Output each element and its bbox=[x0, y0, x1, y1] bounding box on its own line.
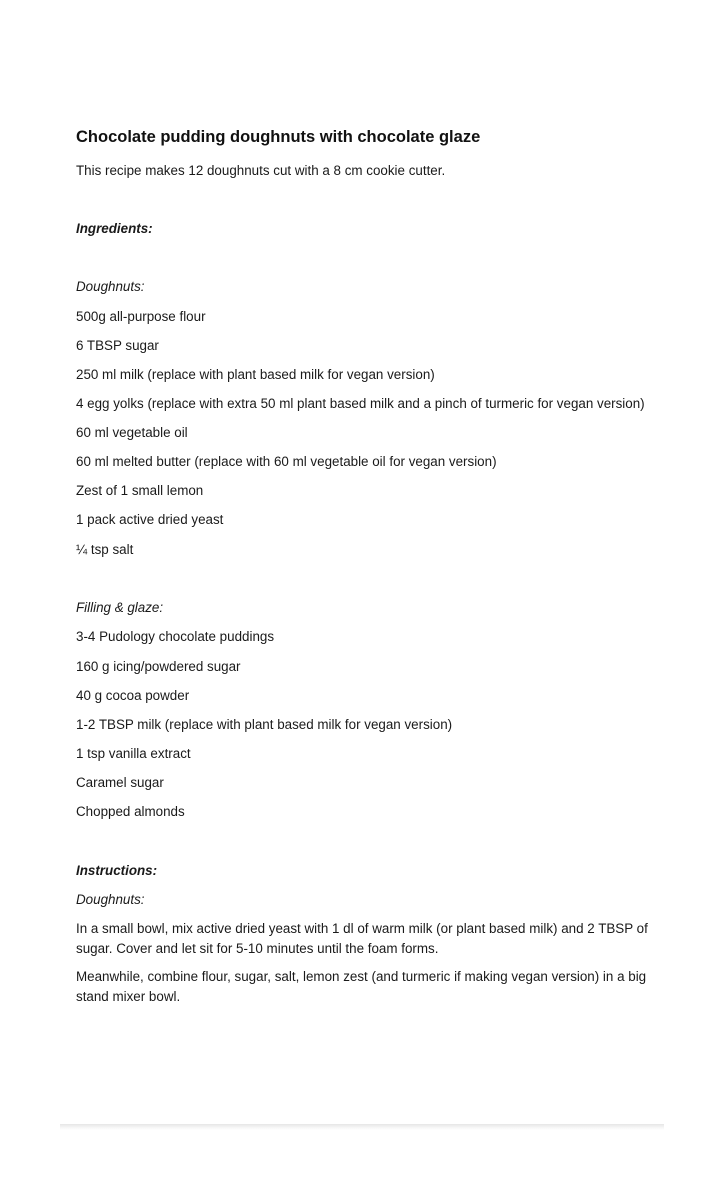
page-bottom-edge bbox=[60, 1124, 664, 1130]
filling-subheading: Filling & glaze: bbox=[76, 600, 164, 615]
list-item: 250 ml milk (replace with plant based milk for vegan version) bbox=[76, 367, 435, 382]
list-item: 500g all-purpose flour bbox=[76, 309, 206, 324]
list-item: 1-2 TBSP milk (replace with plant based milk for vegan version) bbox=[76, 717, 453, 732]
doughnuts-subheading: Doughnuts: bbox=[76, 279, 145, 294]
list-item: 160 g icing/powdered sugar bbox=[76, 659, 241, 674]
list-item: 6 TBSP sugar bbox=[76, 338, 159, 353]
instruction-paragraph: In a small bowl, mix active dried yeast with 1 dl of warm milk (or plant based milk) and 2 TBSP of sugar. Cover and let sit for 5-10 minutes until the foam forms. bbox=[76, 921, 648, 956]
list-item: Caramel sugar bbox=[76, 775, 164, 790]
instructions-heading: Instructions: bbox=[76, 863, 158, 878]
recipe-intro: This recipe makes 12 doughnuts cut with a 8 cm cookie cutter. bbox=[76, 163, 446, 178]
instruction-paragraph: Meanwhile, combine flour, sugar, salt, lemon zest (and turmeric if making vegan version) in a big stand mixer bowl. bbox=[76, 969, 647, 1004]
list-item: 4 egg yolks (replace with extra 50 ml plant based milk and a pinch of turmeric for vegan version) bbox=[76, 396, 645, 411]
list-item: 40 g cocoa powder bbox=[76, 688, 190, 703]
list-item: 60 ml melted butter (replace with 60 ml vegetable oil for vegan version) bbox=[76, 454, 497, 469]
list-item: 1 tsp vanilla extract bbox=[76, 746, 191, 761]
list-item: Chopped almonds bbox=[76, 804, 185, 819]
ingredients-heading: Ingredients: bbox=[76, 221, 153, 236]
list-item: 1 pack active dried yeast bbox=[76, 512, 224, 527]
recipe-title: Chocolate pudding doughnuts with chocolate glaze bbox=[76, 128, 481, 146]
list-item: ¼ tsp salt bbox=[76, 542, 134, 557]
list-item: Zest of 1 small lemon bbox=[76, 483, 204, 498]
list-item: 3-4 Pudology chocolate puddings bbox=[76, 629, 275, 644]
list-item: 60 ml vegetable oil bbox=[76, 425, 188, 440]
instructions-doughnuts-subheading: Doughnuts: bbox=[76, 892, 145, 907]
